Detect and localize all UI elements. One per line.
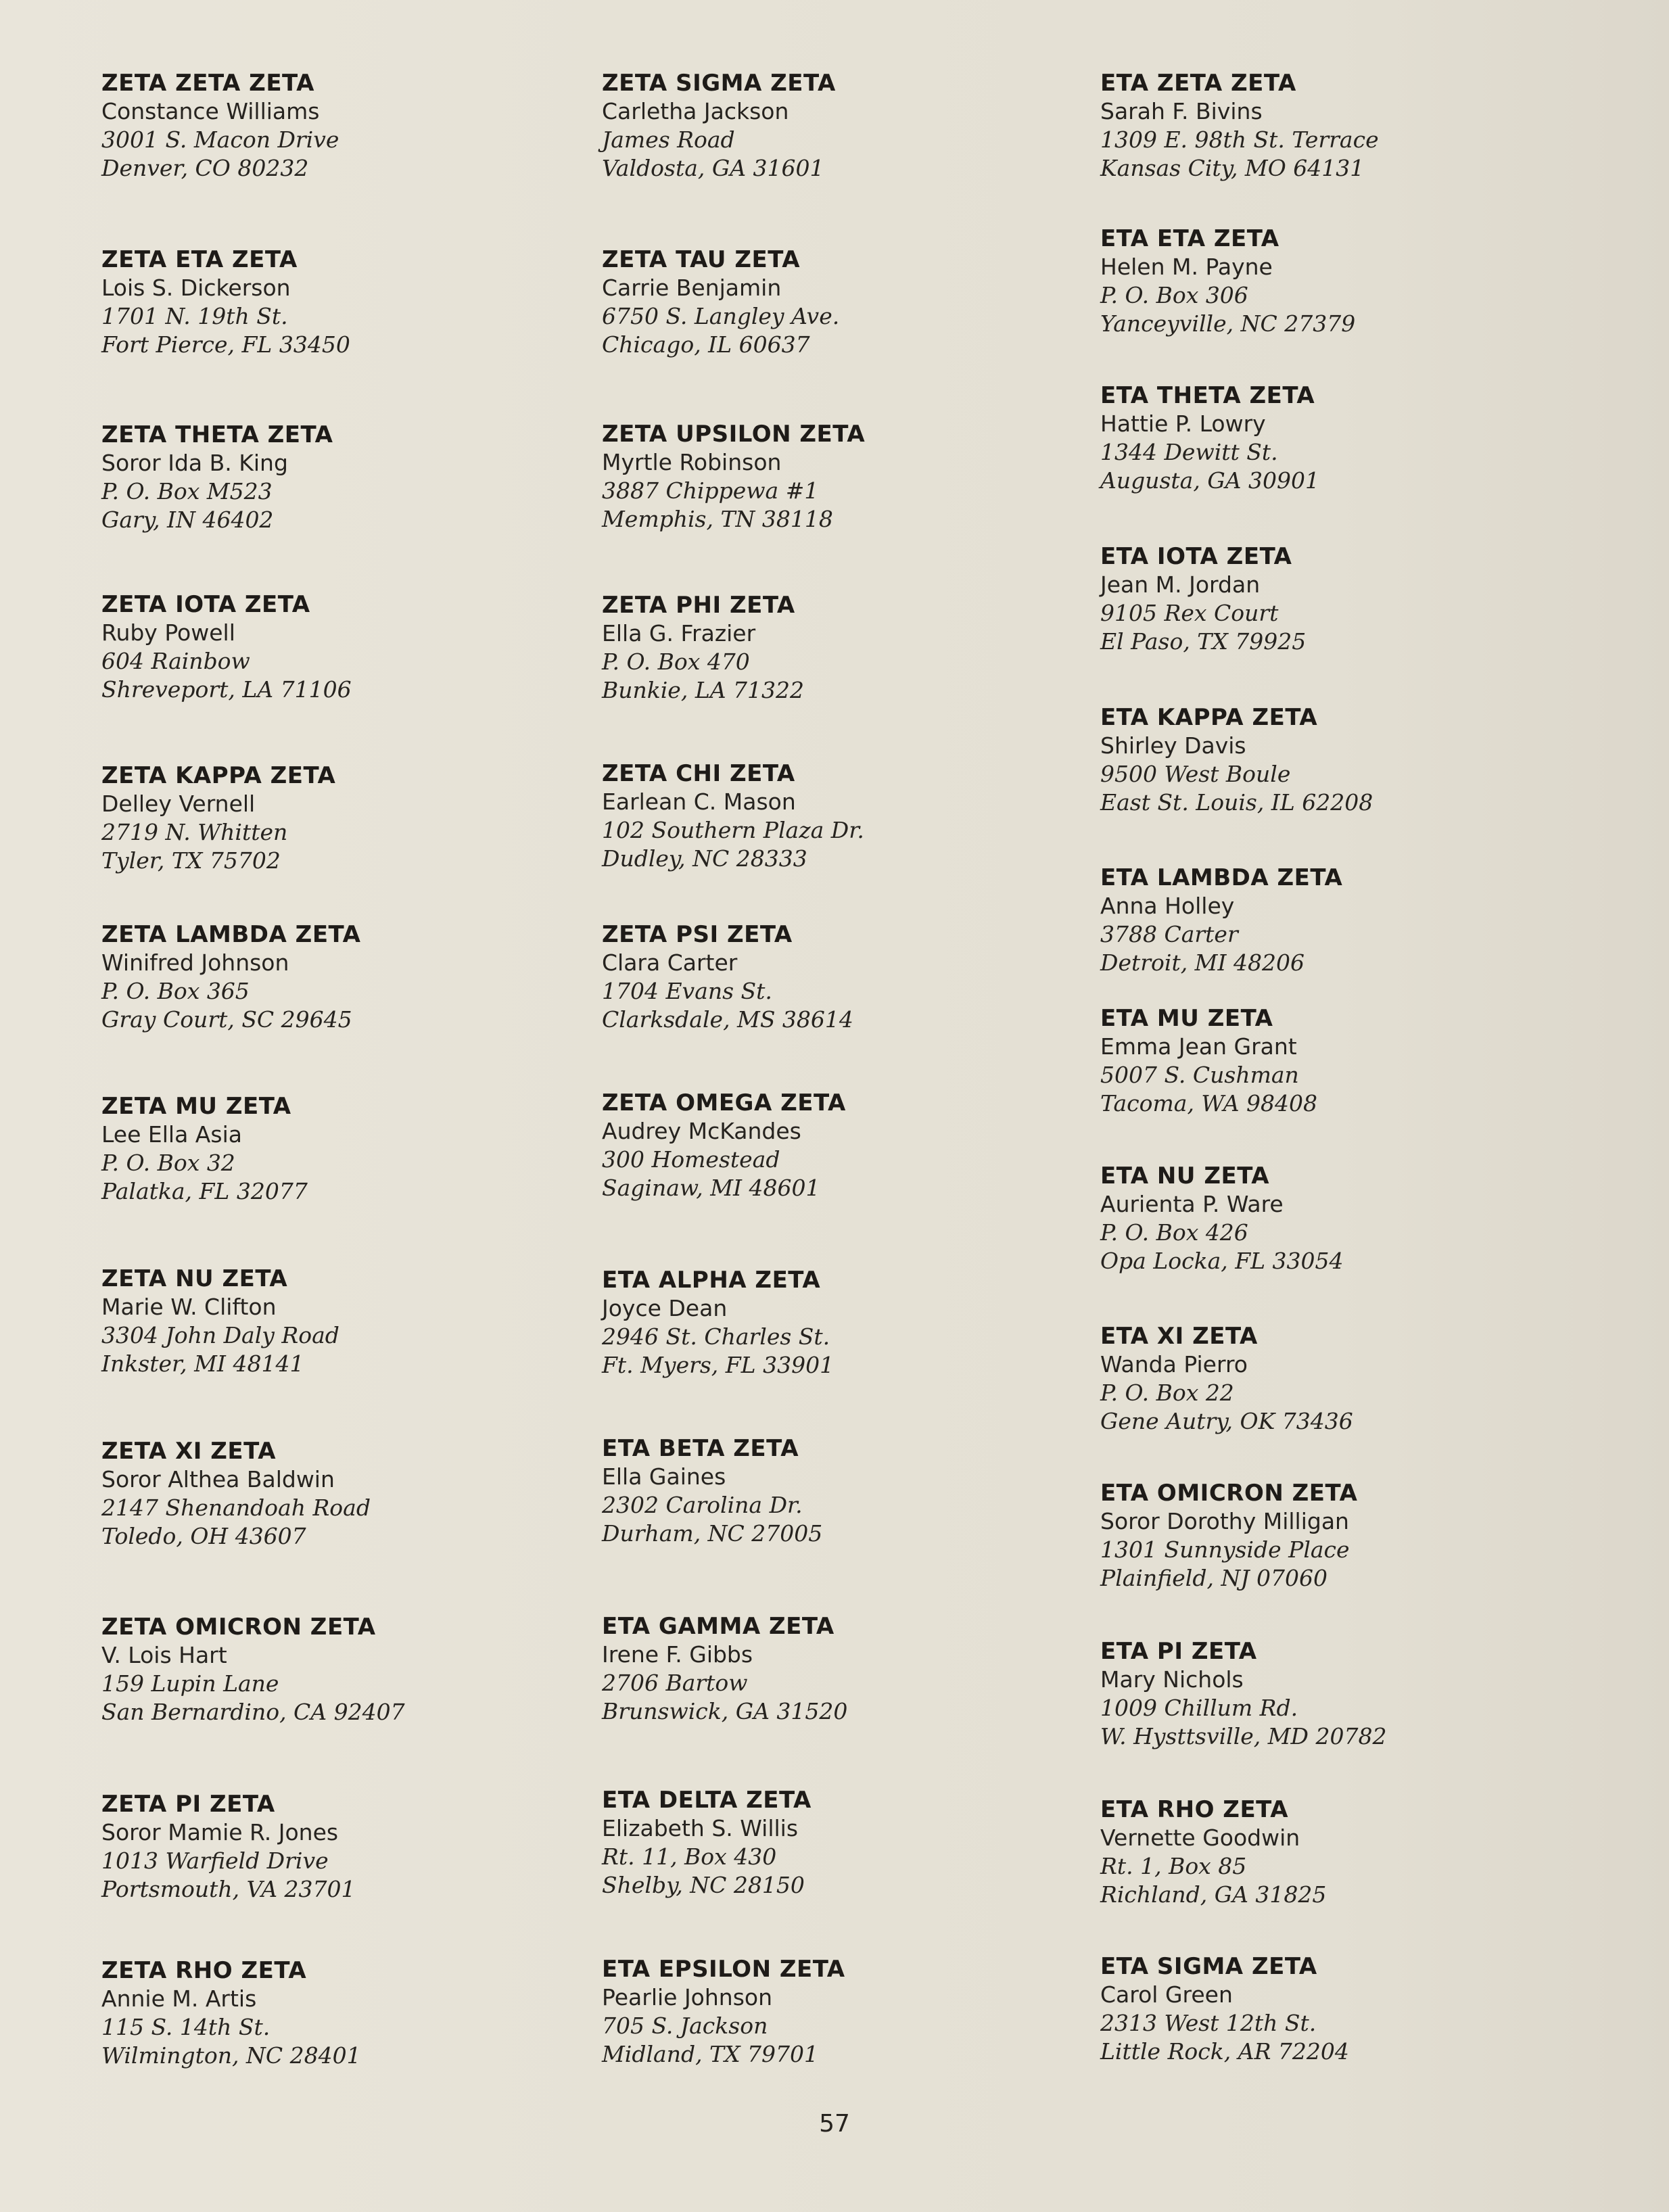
contact-name: Jean M. Jordan [1100,571,1261,598]
chapter-entry [602,1955,1102,2069]
chapter-name: ZETA CHI ZETA [602,760,795,787]
chapter-entry [1100,1637,1601,1751]
chapter-entry [1100,864,1601,977]
contact-name: Anna Holley [1100,893,1235,919]
address-line-2: Portsmouth, VA 23701 [101,1876,356,1902]
address-line-1: 705 S. Jackson [602,2013,768,2039]
chapter-name: ZETA ZETA ZETA [101,70,314,97]
chapter-entry [101,1790,602,1904]
contact-name: Soror Althea Baldwin [101,1466,335,1492]
contact-name: Ella Gaines [602,1463,726,1490]
address-line-1: James Road [602,126,735,153]
chapter-entry [101,1956,602,2070]
address-line-2: W. Hysttsville, MD 20782 [1100,1723,1387,1749]
chapter-name: ETA ALPHA ZETA [602,1267,821,1294]
chapter-name: ZETA XI ZETA [101,1438,277,1465]
address-line-2: Toledo, OH 43607 [101,1523,306,1549]
chapter-entry [101,761,602,875]
chapter-name: ETA ETA ZETA [1100,225,1279,252]
address-line-2: Saginaw, MI 48601 [602,1175,820,1201]
address-line-1: P. O. Box M523 [101,478,273,504]
address-line-1: 159 Lupin Lane [101,1670,279,1697]
address-line-1: 102 Southern Plaza Dr. [602,817,864,843]
contact-name: Audrey McKandes [602,1118,801,1144]
address-line-2: Augusta, GA 30901 [1100,467,1319,494]
address-line-1: 3887 Chippewa #1 [602,477,819,504]
address-line-2: Detroit, MI 48206 [1100,949,1304,976]
contact-name: Lee Ella Asia [101,1121,242,1148]
address-line-2: Gary, IN 46402 [101,507,274,533]
contact-name: Soror Dorothy Milligan [1100,1508,1349,1534]
chapter-entry [602,420,1102,534]
address-line-2: Tacoma, WA 98408 [1100,1090,1317,1116]
chapter-entry [602,1266,1102,1380]
address-line-2: Clarksdale, MS 38614 [602,1006,853,1033]
address-line-2: Denver, CO 80232 [101,155,309,181]
contact-name: V. Lois Hart [101,1642,227,1668]
column-1 [101,0,602,2212]
address-line-1: 2946 St. Charles St. [602,1323,830,1350]
address-line-2: Chicago, IL 60637 [602,331,810,358]
chapter-name: ETA NU ZETA [1100,1162,1270,1190]
contact-name: Joyce Dean [602,1295,728,1321]
address-line-1: Rt. 11, Box 430 [602,1843,777,1870]
chapter-name: ETA KAPPA ZETA [1100,704,1318,731]
contact-name: Carletha Jackson [602,98,789,124]
chapter-name: ETA OMICRON ZETA [1100,1480,1358,1507]
address-line-2: Plainfield, NJ 07060 [1100,1565,1328,1591]
chapter-entry [101,1092,602,1206]
contact-name: Aurienta P. Ware [1100,1191,1284,1217]
chapter-name: ZETA LAMBDA ZETA [101,921,361,948]
chapter-entry [602,759,1102,873]
address-line-1: 1013 Warfield Drive [101,1848,329,1874]
address-line-2: Opa Locka, FL 33054 [1100,1248,1344,1274]
chapter-name: ZETA ETA ZETA [101,246,298,273]
chapter-name: ZETA TAU ZETA [602,246,801,273]
contact-name: Annie M. Artis [101,1985,257,2012]
contact-name: Elizabeth S. Willis [602,1815,799,1841]
chapter-name: ETA XI ZETA [1100,1323,1258,1350]
address-line-1: 9500 West Boule [1100,761,1291,787]
contact-name: Clara Carter [602,949,738,976]
contact-name: Carrie Benjamin [602,275,782,301]
address-line-1: 1009 Chillum Rd. [1100,1695,1298,1721]
contact-name: Lois S. Dickerson [101,275,291,301]
address-line-1: 604 Rainbow [101,648,250,674]
chapter-name: ZETA OMICRON ZETA [101,1614,376,1641]
contact-name: Earlean C. Mason [602,789,796,815]
contact-name: Irene F. Gibbs [602,1641,753,1668]
contact-name: Emma Jean Grant [1100,1033,1297,1060]
address-line-2: Little Rock, AR 72204 [1100,2038,1349,2065]
contact-name: Constance Williams [101,98,320,124]
contact-name: Sarah F. Bivins [1100,98,1263,124]
chapter-entry [1100,542,1601,656]
chapter-entry [1100,1479,1601,1593]
contact-name: Soror Ida B. King [101,450,288,476]
contact-name: Myrtle Robinson [602,449,782,475]
chapter-entry [101,245,602,359]
address-line-2: San Bernardino, CA 92407 [101,1699,405,1725]
contact-name: Marie W. Clifton [101,1294,277,1320]
chapter-entry [602,69,1102,183]
chapter-entry [1100,703,1601,817]
address-line-1: 2302 Carolina Dr. [602,1492,803,1518]
address-line-2: Ft. Myers, FL 33901 [602,1352,835,1378]
contact-name: Delley Vernell [101,791,256,817]
chapter-entry [1100,1162,1601,1275]
address-line-2: Shelby, NC 28150 [602,1872,805,1898]
address-line-2: El Paso, TX 79925 [1100,628,1307,655]
chapter-name: ETA PI ZETA [1100,1638,1257,1665]
contact-name: Carol Green [1100,1981,1233,2008]
contact-name: Helen M. Payne [1100,254,1273,280]
chapter-entry [101,421,602,534]
address-line-1: P. O. Box 22 [1100,1380,1234,1406]
chapter-name: ZETA PI ZETA [101,1791,275,1818]
address-line-1: 2706 Bartow [602,1670,748,1696]
chapter-entry [602,1089,1102,1202]
chapter-name: ZETA THETA ZETA [101,421,333,448]
chapter-entry [602,1434,1102,1548]
address-line-2: Memphis, TN 38118 [602,506,833,532]
address-line-2: Bunkie, LA 71322 [602,677,805,703]
address-line-2: Valdosta, GA 31601 [602,155,824,181]
address-line-1: P. O. Box 470 [602,649,750,675]
address-line-2: Midland, TX 79701 [602,2041,819,2067]
chapter-entry [101,590,602,704]
address-line-1: 2147 Shenandoah Road [101,1495,371,1521]
address-line-1: 6750 S. Langley Ave. [602,303,840,329]
chapter-name: ETA IOTA ZETA [1100,543,1292,570]
chapter-entry [1100,69,1601,183]
address-line-2: Kansas City, MO 64131 [1100,155,1365,181]
address-line-2: Dudley, NC 28333 [602,845,807,872]
address-line-1: 1309 E. 98th St. Terrace [1100,126,1379,153]
chapter-name: ZETA UPSILON ZETA [602,421,866,448]
chapter-entry [101,920,602,1034]
chapter-entry [101,1265,602,1378]
address-line-1: 3001 S. Macon Drive [101,126,339,153]
contact-name: Wanda Pierro [1100,1351,1248,1378]
address-line-1: 115 S. 14th St. [101,2014,271,2040]
address-line-1: 2313 West 12th St. [1100,2010,1317,2036]
column-3 [1100,0,1601,2212]
address-line-2: Gene Autry, OK 73436 [1100,1408,1353,1434]
address-line-1: P. O. Box 32 [101,1150,235,1176]
chapter-name: ETA DELTA ZETA [602,1787,812,1814]
chapter-name: ETA LAMBDA ZETA [1100,864,1343,891]
address-line-1: P. O. Box 365 [101,978,250,1004]
address-line-1: 2719 N. Whitten [101,819,288,845]
chapter-entry [1100,1322,1601,1436]
address-line-1: 1701 N. 19th St. [101,303,288,329]
address-line-1: 3304 John Daly Road [101,1322,339,1348]
address-line-2: Palatka, FL 32077 [101,1178,308,1204]
chapter-name: ZETA PHI ZETA [602,592,795,619]
contact-name: Hattie P. Lowry [1100,410,1266,437]
chapter-name: ZETA OMEGA ZETA [602,1089,846,1116]
chapter-entry [101,1613,602,1726]
address-line-2: Wilmington, NC 28401 [101,2042,361,2069]
chapter-entry [1100,1952,1601,2066]
chapter-name: ZETA NU ZETA [101,1265,288,1292]
address-line-2: Gray Court, SC 29645 [101,1006,352,1033]
chapter-entry [602,245,1102,359]
chapter-entry [101,69,602,183]
address-line-1: 5007 S. Cushman [1100,1062,1299,1088]
column-2 [602,0,1102,2212]
page-number: 57 [819,2110,850,2138]
contact-name: Ella G. Frazier [602,620,756,646]
chapter-name: ETA ZETA ZETA [1100,70,1296,97]
chapter-entry [1100,1004,1601,1118]
contact-name: Winifred Johnson [101,949,289,976]
chapter-name: ETA BETA ZETA [602,1435,799,1462]
address-line-2: East St. Louis, IL 62208 [1100,789,1373,816]
address-line-1: 1301 Sunnyside Place [1100,1536,1350,1563]
address-line-2: Inkster, MI 48141 [101,1350,304,1377]
contact-name: Mary Nichols [1100,1666,1244,1693]
address-line-2: Richland, GA 31825 [1100,1881,1327,1908]
address-line-1: Rt. 1, Box 85 [1100,1853,1247,1879]
chapter-name: ETA GAMMA ZETA [602,1613,835,1640]
address-line-2: Yanceyville, NC 27379 [1100,310,1356,337]
chapter-entry [602,591,1102,705]
chapter-name: ZETA MU ZETA [101,1093,291,1120]
chapter-name: ZETA KAPPA ZETA [101,762,336,789]
address-line-1: 1344 Dewitt St. [1100,439,1278,465]
chapter-name: ETA MU ZETA [1100,1005,1273,1032]
address-line-1: P. O. Box 306 [1100,282,1248,308]
contact-name: Shirley Davis [1100,732,1246,759]
address-line-2: Shreveport, LA 71106 [101,676,352,703]
address-line-1: P. O. Box 426 [1100,1219,1248,1246]
chapter-entry [602,1612,1102,1726]
chapter-name: ZETA RHO ZETA [101,1957,307,1984]
chapter-name: ZETA PSI ZETA [602,921,793,948]
chapter-name: ZETA SIGMA ZETA [602,70,836,97]
chapter-name: ETA RHO ZETA [1100,1796,1289,1823]
contact-name: Ruby Powell [101,619,235,646]
chapter-entry [101,1437,602,1551]
address-line-2: Brunswick, GA 31520 [602,1698,848,1724]
contact-name: Vernette Goodwin [1100,1825,1300,1851]
address-line-1: 9105 Rex Court [1100,600,1279,626]
chapter-entry [1100,1795,1601,1909]
address-line-2: Fort Pierce, FL 33450 [101,331,350,358]
chapter-entry [1100,381,1601,495]
chapter-name: ETA SIGMA ZETA [1100,1953,1317,1980]
address-line-2: Tyler, TX 75702 [101,847,281,874]
chapter-entry [602,1786,1102,1900]
address-line-1: 1704 Evans St. [602,978,772,1004]
chapter-entry [602,920,1102,1034]
chapter-entry [1100,225,1601,338]
address-line-2: Durham, NC 27005 [602,1520,823,1547]
chapter-name: ZETA IOTA ZETA [101,591,310,618]
contact-name: Soror Mamie R. Jones [101,1819,339,1845]
address-line-1: 3788 Carter [1100,921,1238,947]
contact-name: Pearlie Johnson [602,1984,772,2010]
chapter-name: ETA EPSILON ZETA [602,1956,845,1983]
address-line-1: 300 Homestead [602,1146,780,1173]
chapter-name: ETA THETA ZETA [1100,382,1315,409]
